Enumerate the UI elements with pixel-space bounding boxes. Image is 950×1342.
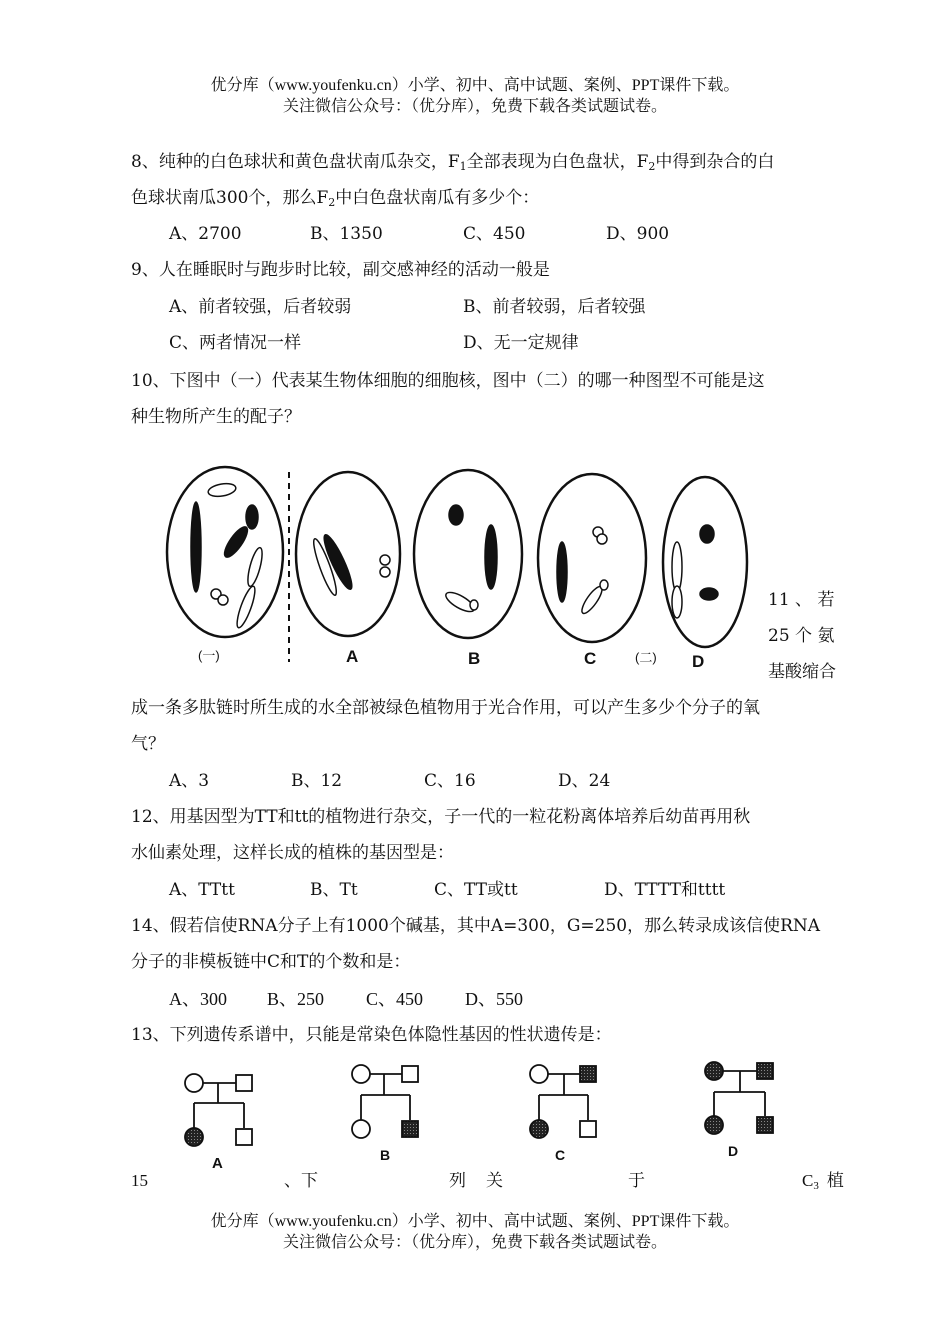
q14-option-b: B、250 — [267, 989, 325, 1009]
figure-label-one: (一) — [198, 648, 220, 663]
q9-option-a: A、前者较强，后者较弱 — [169, 297, 352, 317]
q11-line-1: 成一条多肽链时所生成的水全部被绿色植物用于光合作用，可以产生多少个分子的氧 — [131, 698, 760, 718]
pedigree-a — [185, 1074, 252, 1146]
q15-part-6: $C_3$ 植 — [802, 1171, 844, 1192]
q14-option-d: D、550 — [465, 989, 523, 1009]
q8-line-2: 色球状南瓜300个，那么$F_2$中白色盘状南瓜有多少个： — [131, 188, 540, 209]
figure-label-a: A — [346, 647, 359, 666]
q9-stem: 9、人在睡眠时与跑步时比较，副交感神经的活动一般是 — [131, 260, 550, 280]
nucleus-figure — [160, 462, 760, 672]
q10-line-2: 种生物所产生的配子？ — [131, 407, 301, 427]
nucleus-a — [296, 472, 400, 636]
q13-stem: 13、下列遗传系谱中，只能是常染色体隐性基因的性状遗传是： — [131, 1025, 612, 1045]
footer-line-2: 关注微信公众号：（优分库），免费下载各类试题试卷。 — [282, 1234, 667, 1251]
nucleus-b — [414, 470, 522, 638]
q11-option-a: A、3 — [169, 771, 210, 791]
pedigree-b — [352, 1065, 418, 1138]
pedigree-c — [530, 1065, 596, 1138]
q14-line-1: 14、假若信使RNA分子上有1000个碱基，其中A=300，G=250，那么转录成该信使RNA — [131, 916, 821, 936]
q12-option-b: B、Tt — [310, 880, 358, 900]
q11-side-2: 25 个 氨 — [768, 626, 835, 646]
nucleus-c — [538, 474, 646, 642]
figure-label-two: (二) — [635, 650, 657, 665]
figure-label-b: B — [468, 649, 481, 668]
q8-option-b: B、1350 — [310, 224, 383, 244]
q15-part-4: 关 — [486, 1171, 503, 1191]
q15-part-3: 列 — [449, 1171, 466, 1191]
q14-option-c: C、450 — [366, 989, 424, 1009]
pedigree-label-d: D — [728, 1143, 739, 1159]
q8-option-d: D、900 — [606, 224, 670, 244]
q12-line-2: 水仙素处理，这样长成的植株的基因型是： — [131, 843, 454, 863]
pedigree-d — [705, 1062, 773, 1134]
q11-option-d: D、24 — [558, 771, 611, 791]
q11-option-b: B、12 — [291, 771, 343, 791]
q11-side-3: 基酸缩合 — [768, 662, 836, 682]
q15-part-1: 15 — [131, 1171, 148, 1190]
q9-option-b: B、前者较弱，后者较强 — [463, 297, 646, 317]
q10-line-1: 10、下图中（一）代表某生物体细胞的细胞核，图中（二）的哪一种图型不可能是这 — [131, 371, 765, 391]
pedigree-label-a: A — [212, 1155, 223, 1170]
header-line-2: 关注微信公众号：（优分库），免费下载各类试题试卷。 — [282, 98, 667, 115]
q12-line-1: 12、用基因型为TT和tt的植物进行杂交，子一代的一粒花粉离体培养后幼苗再用秋 — [131, 807, 751, 827]
q12-option-a: A、TTtt — [169, 880, 235, 900]
q9-option-d: D、无一定规律 — [463, 333, 579, 353]
q8-option-c: C、450 — [463, 224, 526, 244]
pedigree-figure — [170, 1058, 810, 1170]
figure-label-d: D — [692, 652, 705, 671]
footer-line-1: 优分库（www.youfenku.cn）小学、初中、高中试题、案例、PPT课件下载。 — [210, 1213, 740, 1230]
q11-line-2: 气？ — [131, 734, 165, 754]
q9-option-c: C、两者情况一样 — [169, 333, 302, 353]
pedigree-label-c: C — [555, 1147, 566, 1163]
q15-part-2: 、下 — [284, 1171, 318, 1191]
q15-part-5: 于 — [628, 1171, 645, 1191]
q14-line-2: 分子的非模板链中C和T的个数和是： — [131, 952, 411, 972]
header-line-1: 优分库（www.youfenku.cn）小学、初中、高中试题、案例、PPT课件下载。 — [210, 77, 740, 94]
q12-option-c: C、TT或tt — [434, 880, 518, 900]
q8-option-a: A、2700 — [169, 224, 242, 244]
q12-option-d: D、TTTT和tttt — [604, 880, 726, 900]
q11-option-c: C、16 — [424, 771, 476, 791]
q11-side-1: 11 、 若 — [768, 590, 835, 610]
pedigree-label-b: B — [380, 1147, 391, 1163]
q14-option-a: A、300 — [169, 989, 227, 1009]
figure-label-c: C — [584, 649, 597, 668]
q8-line-1: 8、纯种的白色球状和黄色盘状南瓜杂交，$F_1$全部表现为白色盘状，$F_2$中得到杂合的白 — [131, 152, 775, 173]
